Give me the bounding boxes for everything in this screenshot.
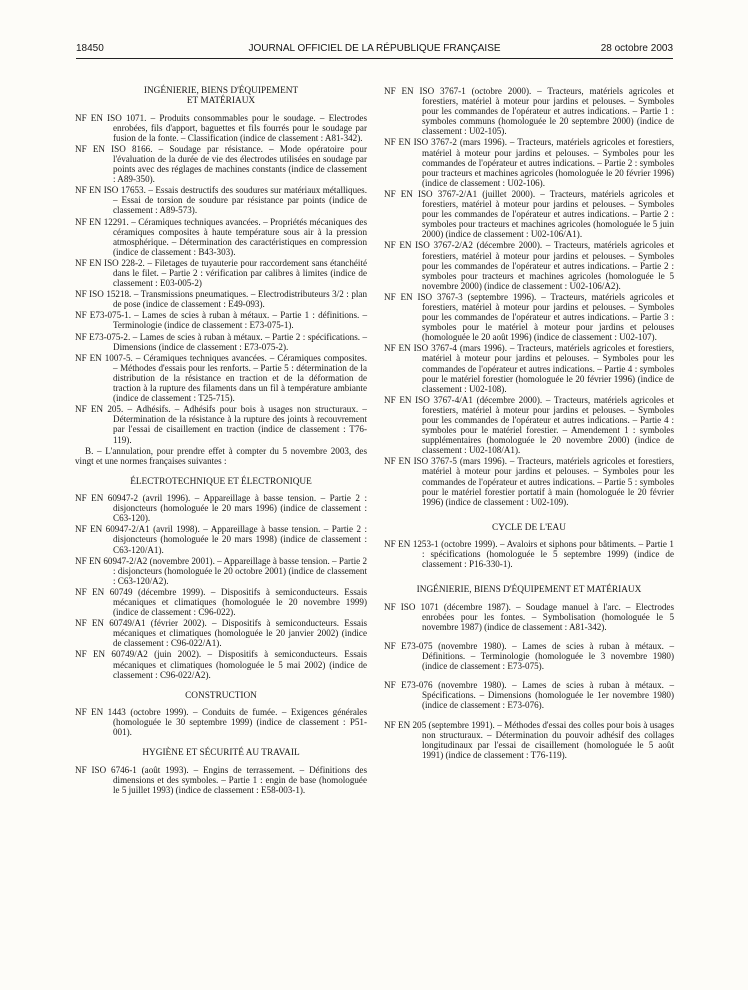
standard-entry: [384, 240, 674, 290]
section-title: ÉLECTROTECHNIQUE ET ÉLECTRONIQUE: [130, 476, 312, 487]
entry-list: [384, 602, 674, 760]
standard-reference: NF E73-076: [384, 680, 433, 691]
standard-description: – Céramiques techniques avancées. – Propriétés mécaniques des céramiques composites à haute température sous air à la pression atmosphérique. – Détermination des caractéristiques en compression (indice de classement : B43-303).: [113, 216, 367, 257]
standard-description: (avril 1998). – Appareillage à basse tension. – Partie 2 : disjoncteurs (homologuée le 20 mars 1998) (indice de classement : C63-120/A1).: [113, 524, 367, 555]
standard-reference: NF EN 205.: [75, 404, 124, 415]
standard-description: (décembre 1999). – Dispositifs à semiconducteurs. Essais mécaniques et climatiques (homologuée le 20 novembre 1999) (indice de classement : C96-022).: [113, 586, 368, 618]
section-title: INGÉNIERIE, BIENS D'ÉQUIPEMENT: [143, 86, 299, 96]
standard-entry: [75, 113, 367, 143]
standard-description: (septembre 1991). – Méthodes d'essai des colles pour bois à usages non structuraux. – Détermination du pouvoir adhésif des collages longitudinaux par l'essai de cisaillement (homologuée le 5 août 1991) (indice de classement : T76-119).: [422, 719, 674, 760]
standard-entry: [384, 641, 674, 671]
standard-description: – Essais destructifs des soudures sur matériaux métalliques. – Essai de torsion de soudure par résistance par points (indice de classement : A89-573).: [113, 185, 367, 216]
standard-entry: [384, 137, 674, 187]
section-title: HYGIÈNE ET SÉCURITÉ AU TRAVAIL: [142, 748, 300, 759]
standard-entry: [75, 217, 367, 257]
publication-date: 28 octobre 2003: [600, 43, 673, 54]
standard-description: (mars 1996). – Tracteurs, matériels agricoles et forestiers, matériel à moteur pour jardins et pelouses. – Symboles pour les commandes de l'opérateur et autres indications. – Partie 2 : symboles pour tracteurs et machines agricoles (homologuée le 20 février 1996) (indice de classement : U02-106).: [422, 137, 675, 188]
standard-description: – Filetages de tuyauterie pour raccordement sans étanchéité dans le filet. – Partie 2 : vérification par calibres à limites (indice de classement : E03-005-2): [113, 257, 368, 289]
standard-entry: [75, 556, 367, 586]
page-header: [76, 40, 673, 60]
standard-reference: NF EN 12291.: [75, 216, 129, 227]
standard-reference: NF EN ISO 3767-2/A1: [384, 188, 478, 199]
standard-reference: NF EN 60947-2: [75, 493, 139, 504]
standard-entry: [75, 144, 367, 184]
entry-list: [384, 539, 674, 569]
standard-description: – Lames de scies à ruban à métaux. – Partie 2 : spécifications. – Dimensions (indice de classement : E73-075-2).: [113, 331, 367, 352]
standard-reference: NF EN 60749: [75, 586, 133, 597]
standard-description: (avril 1996). – Appareillage à basse tension. – Partie 2 : disjoncteurs (homologuée le 20 mars 1996) (indice de classement : C63-120).: [113, 493, 367, 524]
standard-reference: NF E73-075-2.: [75, 331, 131, 342]
standard-reference: NF E73-075-1.: [75, 310, 131, 321]
entry-list: [75, 113, 367, 445]
standard-entry: [75, 185, 367, 215]
standard-reference: NF ISO 1071: [384, 601, 439, 612]
entry-list: [75, 493, 367, 680]
standard-entry: [75, 707, 367, 737]
standard-reference: NF EN ISO 3767-2/A2: [384, 240, 473, 251]
header-rule: [76, 58, 673, 59]
standard-entry: [75, 587, 367, 617]
standard-entry: [384, 680, 674, 710]
standard-reference: NF EN 60947-2/A1: [75, 524, 150, 535]
standard-entry: [384, 720, 674, 760]
standard-description: (novembre 1980). – Lames de scies à ruban à métaux. – Spécifications. – Dimensions (homologuée le 1er novembre 1980) (indice de classement : E73-076).: [422, 680, 674, 711]
standard-reference: NF EN 205: [384, 719, 427, 730]
standard-reference: NF EN ISO 3767-4: [384, 343, 457, 354]
entry-list: [75, 707, 367, 737]
standard-description: (décembre 2000). – Tracteurs, matériels agricoles et forestiers, matériel à moteur pour jardins et pelouses. – Symboles pour les commandes de l'opérateur et autres indications. – Partie 2 : symboles pour tracteurs et machines agricoles (homologuée le 5 novembre 2000) (indice de classement : U02-106/A2).: [422, 240, 674, 291]
standard-entry: [384, 86, 674, 136]
standard-reference: NF ISO 6746-1: [75, 764, 137, 775]
section-title: CYCLE DE L'EAU: [492, 522, 566, 533]
standard-description: (octobre 2000). – Tracteurs, matériels agricoles et forestiers, matériel à moteur pour jardins et pelouses. – Symboles pour les commandes de l'opérateur et autres indications. – Partie 1 : symboles communs (homologuée le 20 septembre 2000) (indice de classement : U02-105).: [422, 86, 674, 137]
entry-list: [75, 765, 367, 795]
entry-list: [384, 86, 674, 507]
standard-entry: [75, 258, 367, 288]
standard-description: (février 2002). – Dispositifs à semiconducteurs. Essais mécaniques et climatiques (homologuée le 20 janvier 2002) (indice de classement : C96-022/A1).: [113, 618, 368, 649]
standard-description: (novembre 2001). – Appareillage à basse tension. – Partie 2 : disjoncteurs (homologuée le 20 octobre 2001) (indice de classement : C63-120/A2).: [113, 555, 367, 586]
standard-description: – Adhésifs. – Adhésifs pour bois à usages non structuraux. – Détermination de la résistance à la rupture des joints à recouvrement par l'essai de cisaillement en traction (indice de classement : T76-119).: [113, 404, 367, 445]
right-column: [384, 86, 674, 769]
section-title: ET MATÉRIAUX: [186, 96, 256, 107]
standard-entry: [384, 292, 674, 342]
standard-entry: [75, 310, 367, 330]
standard-reference: NF EN ISO 3767-2: [384, 137, 457, 148]
standard-entry: [384, 395, 674, 456]
standard-reference: NF EN ISO 3767-3: [384, 291, 463, 302]
standard-reference: NF ISO 15218.: [75, 289, 132, 300]
standard-description: (juin 2002). – Dispositifs à semiconducteurs. Essais mécaniques et climatiques (homologuée le 5 mai 2002) (indice de classement : C96-022/A2).: [113, 649, 367, 680]
annulment-paragraph: B. – L'annulation, pour prendre effet à compter du 5 novembre 2003, des vingt et une normes françaises suivantes :: [75, 445, 367, 466]
standard-reference: NF EN 1007-5.: [75, 352, 133, 363]
standard-description: (mars 1996). – Tracteurs, matériels agricoles et forestiers, matériel à moteur pour jardins et pelouses. – Symboles pour les commandes de l'opérateur et autres indications. – Partie 5 : symboles pour le matériel forestier portatif à main (homologuée le 20 février 1996) (indice de classement : U02-109).: [422, 456, 675, 507]
standard-description: (mars 1996). – Tracteurs, matériels agricoles et forestiers, matériel à moteur pour jardins et pelouses. – Symboles pour les commandes de l'opérateur et autres indications. – Partie 4 : symboles pour le matériel forestier (homologuée le 20 février 1996) (indice de classement : U02-108).: [422, 343, 675, 394]
standard-entry: [384, 343, 674, 393]
page-number: 18450: [76, 43, 104, 54]
standard-reference: NF EN 60749/A1: [75, 618, 146, 629]
section-title: CONSTRUCTION: [185, 690, 257, 701]
standard-reference: NF EN ISO 3767-4/A1: [384, 394, 473, 405]
standard-entry: [75, 618, 367, 648]
standard-entry: [75, 524, 367, 554]
standard-description: – Lames de scies à ruban à métaux. – Partie 1 : définitions. – Terminologie (indice de classement : E73-075-1).: [113, 310, 367, 331]
section-title: INGÉNIERIE, BIENS D'ÉQUIPEMENT ET MATÉRIAUX: [416, 585, 642, 596]
standard-entry: [75, 493, 367, 523]
standard-entry: [75, 289, 367, 309]
standard-description: – Produits consommables pour le soudage. – Electrodes enrobées, fils d'apport, baguettes et fils fourrés pour le soudage par fusion de la fonte. – Classification (indice de classement : A81-342).: [113, 112, 367, 143]
standard-entry: [75, 404, 367, 444]
standard-reference: NF EN ISO 3767-5: [384, 456, 457, 467]
standard-description: (octobre 1999). – Conduits de fumée. – Exigences générales (homologuée le 30 septembre 1999) (indice de classement : P51-001).: [113, 707, 367, 738]
standard-reference: NF EN 60749/A2: [75, 649, 148, 660]
standard-description: (septembre 1996). – Tracteurs, matériels agricoles et forestiers, matériel à moteur pour jardins et pelouses. – Symboles pour les commandes de l'opérateur et autres indications. – Partie 3 : symboles pour le matériel à moteur pour jardins et pelouses (homologuée le 20 août 1996) (indice de classement : U02-107).: [422, 291, 674, 343]
standard-reference: NF EN 1253-1: [384, 539, 439, 550]
standard-description: (juillet 2000). – Tracteurs, matériels agricoles et forestiers, matériel à moteur pour jardins et pelouses. – Symboles pour les commandes de l'opérateur et autres indications. – Partie 2 : symboles pour tracteurs et machines agricoles (homologuée le 5 juin 2000) (indice de classement : U02-106/A1).: [422, 188, 675, 240]
standard-description: – Transmissions pneumatiques. – Electrodistributeurs 3/2 : plan de pose (indice de classement : E49-093).: [113, 289, 367, 310]
standard-description: – Soudage par résistance. – Mode opératoire pour l'évaluation de la durée de vie des électrodes utilisées en soudage par points avec des réglages de machines constants (indice de classement : A89-350).: [113, 143, 367, 185]
standard-description: – Céramiques techniques avancées. – Céramiques composites. – Méthodes d'essais pour les renforts. – Partie 5 : détermination de la distribution de la résistance en traction et de la déformation de traction à la rupture des filaments dans un fil à température ambiante (indice de classement : T25-715).: [113, 352, 367, 404]
standard-entry: [75, 649, 367, 679]
standard-reference: NF EN ISO 8166.: [75, 143, 153, 154]
standard-description: (octobre 1999). – Avaloirs et siphons pour bâtiments. – Partie 1 : spécifications (homologuée le 5 septembre 1999) (indice de classement : P16-330-1).: [422, 539, 674, 570]
standard-reference: NF EN 1443: [75, 707, 126, 718]
standard-entry: [384, 456, 674, 506]
standard-description: (décembre 1987). – Soudage manuel à l'arc. – Electrodes enrobées pour les fontes. – Symbolisation (homologuée le 5 novembre 1987) (indice de classement : A81-342).: [422, 601, 674, 632]
standard-description: (novembre 1980). – Lames de scies à ruban à métaux. – Définitions. – Terminologie (homologuée le 3 novembre 1980) (indice de classement : E73-075).: [422, 641, 674, 672]
standard-reference: NF E73-075: [384, 641, 433, 651]
standard-description: (décembre 2000). – Tracteurs, matériels agricoles et forestiers, matériel à moteur pour jardins et pelouses. – Symboles pour les commandes de l'opérateur et autres indications. – Partie 4 : symboles pour le matériel forestier. – Amendement 1 : symboles supplémentaires (homologuée le 20 novembre 2000) (indice de classement : U02-108/A1).: [422, 394, 674, 456]
journal-title: JOURNAL OFFICIEL DE LA RÉPUBLIQUE FRANÇAISE: [248, 43, 501, 54]
standard-reference: NF EN 60947-2/A2: [75, 555, 148, 566]
standard-entry: [384, 602, 674, 632]
standard-entry: [384, 189, 674, 239]
standard-entry: [75, 332, 367, 352]
standard-reference: NF EN ISO 3767-1: [384, 86, 466, 96]
standard-entry: [384, 539, 674, 569]
standard-reference: NF EN ISO 1071.: [75, 112, 147, 123]
standard-entry: [75, 765, 367, 795]
standard-reference: NF EN ISO 228-2.: [75, 257, 145, 268]
standard-reference: NF EN ISO 17653.: [75, 185, 146, 196]
left-column: [75, 86, 367, 796]
standard-description: (août 1993). – Engins de terrassement. – Définitions des dimensions et des symboles. – Partie 1 : engin de base (homologuée le 5 juillet 1993) (indice de classement : E58-003-1).: [113, 764, 367, 795]
standard-entry: [75, 353, 367, 403]
